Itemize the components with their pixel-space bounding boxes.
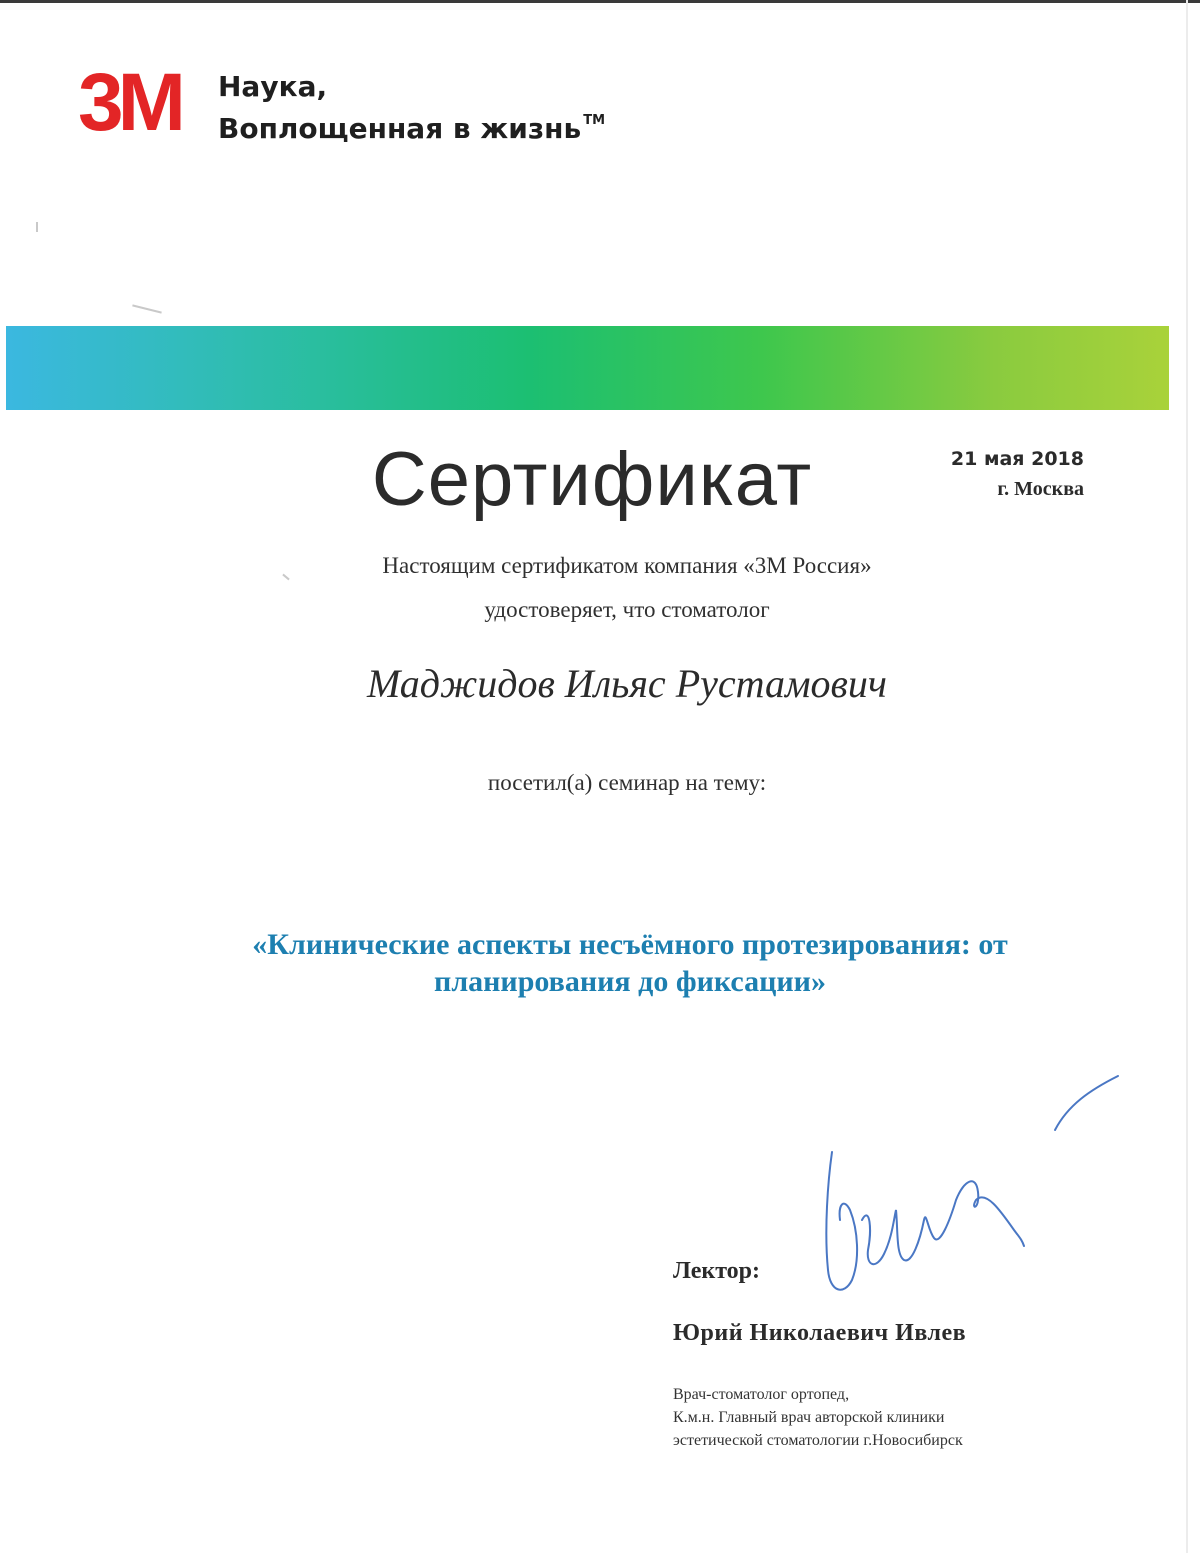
lecturer-label: Лектор:	[673, 1258, 761, 1284]
lecturer-signature	[800, 1070, 1130, 1310]
lecturer-credential-line1: Врач-стоматолог ортопед,	[673, 1386, 850, 1403]
attended-text: посетил(а) семинар на тему:	[487, 770, 767, 795]
seminar-topic	[120, 926, 1140, 1000]
intro-line-2: удостоверяет, что стоматолог	[484, 597, 770, 622]
certificate-title: Сертификат	[371, 437, 813, 522]
gradient-banner	[6, 326, 1169, 410]
scan-top-edge	[0, 0, 1200, 3]
trademark-mark: TM	[583, 113, 606, 128]
lecturer-name: Юрий Николаевич Ивлев	[673, 1320, 967, 1346]
recipient-name: Маджидов Ильяс Рустамович	[367, 661, 887, 706]
tagline-line2: Воплощенная в жизнь ™	[218, 112, 606, 145]
date-location	[951, 444, 1084, 504]
scan-speck	[36, 222, 38, 232]
certificate-city: г. Москва	[997, 478, 1084, 500]
3m-logo	[78, 66, 208, 136]
lecturer-credential-line3: эстетической стоматологии г.Новосибирск	[673, 1432, 963, 1449]
lecturer-credential-line2: К.м.н. Главный врач авторской клиники	[673, 1409, 945, 1426]
lecturer-credentials	[673, 1383, 963, 1452]
seminar-topic-line1: «Клинические аспекты несъёмного протезирования: от	[252, 928, 1008, 961]
scan-speck	[132, 304, 162, 313]
brand-tagline	[218, 70, 605, 146]
intro-line-1: Настоящим сертификатом компания «3М Россия»	[382, 553, 872, 578]
3m-logo-text: 3M	[78, 66, 180, 136]
seminar-topic-line2: планирования до фиксации»	[434, 965, 826, 998]
tagline-line1: Наука,	[218, 70, 328, 103]
certificate-date: 21 мая 2018	[950, 448, 1084, 470]
